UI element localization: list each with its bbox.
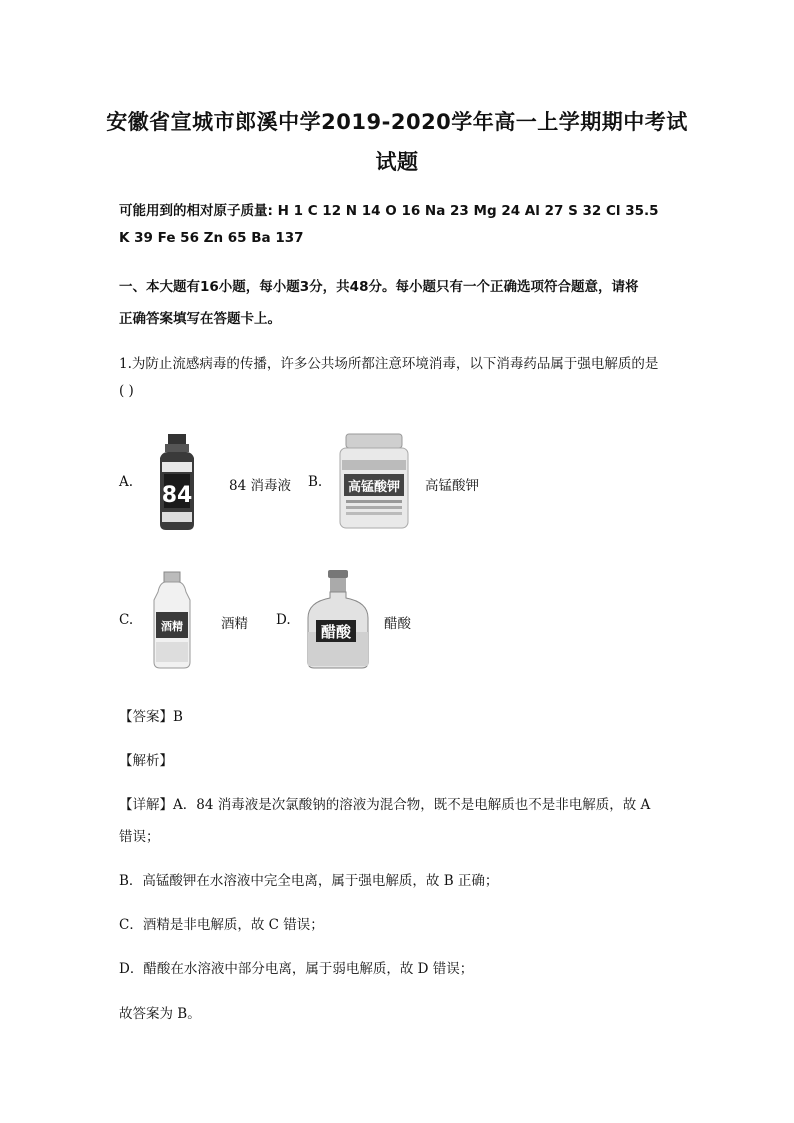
- atomic-mass-line-2: K 39 Fe 56 Zn 65 Ba 137: [119, 230, 304, 246]
- option-d-label: 醋酸: [384, 616, 411, 632]
- option-a-letter: A.: [119, 474, 134, 490]
- detail-b: B．高锰酸钾在水溶液中完全电离，属于强电解质，故 B 正确；: [119, 873, 499, 889]
- jar-label-text: 高锰酸钾: [347, 480, 401, 495]
- option-a-label: 84 消毒液: [229, 478, 291, 494]
- section-instruction-line-1: 一、本大题有16小题，每小题3分，共48分。每小题只有一个正确选项符合题意，请将: [119, 279, 639, 295]
- alcohol-label-text: 酒精: [161, 620, 183, 633]
- acetic-label-text: 醋酸: [320, 623, 352, 641]
- option-c-label: 酒精: [221, 616, 248, 632]
- section-instruction-line-2: 正确答案填写在答题卡上。: [119, 311, 281, 327]
- potassium-permanganate-jar-image: [334, 430, 414, 530]
- question-line-2: ( ): [119, 383, 134, 399]
- analysis-title: 【解析】: [119, 753, 173, 769]
- alcohol-bottle-image: [144, 570, 200, 670]
- option-b-letter: B.: [308, 474, 323, 490]
- bottle-84-text: 84: [161, 483, 193, 508]
- question-line-1: 1.为防止流感病毒的传播，许多公共场所都注意环境消毒，以下消毒药品属于强电解质的是: [119, 356, 659, 372]
- detail-line-2: 错误；: [119, 829, 160, 845]
- answer-line: 【答案】B: [119, 709, 183, 725]
- bottle-84-image: [148, 432, 208, 532]
- detail-c: C．酒精是非电解质，故 C 错误；: [119, 917, 324, 933]
- title-line-2: 试题: [375, 150, 419, 174]
- option-c-letter: C.: [119, 612, 134, 628]
- detail-d: D．醋酸在水溶液中部分电离，属于弱电解质，故 D 错误；: [119, 961, 474, 977]
- conclusion: 故答案为 B。: [119, 1006, 201, 1022]
- atomic-mass-line-1: 可能用到的相对原子质量: H 1 C 12 N 14 O 16 Na 23 Mg 24 Al 27 S 32 Cl 35.5: [119, 203, 659, 219]
- acetic-acid-bottle-image: [302, 568, 374, 672]
- title-line-1: 安徽省宣城市郎溪中学2019-2020学年高一上学期期中考试: [106, 110, 688, 134]
- option-b-label: 高锰酸钾: [425, 478, 479, 494]
- option-d-letter: D.: [276, 612, 291, 628]
- detail-line-1: 【详解】A．84 消毒液是次氯酸钠的溶液为混合物，既不是电解质也不是非电解质，故 A: [119, 797, 651, 813]
